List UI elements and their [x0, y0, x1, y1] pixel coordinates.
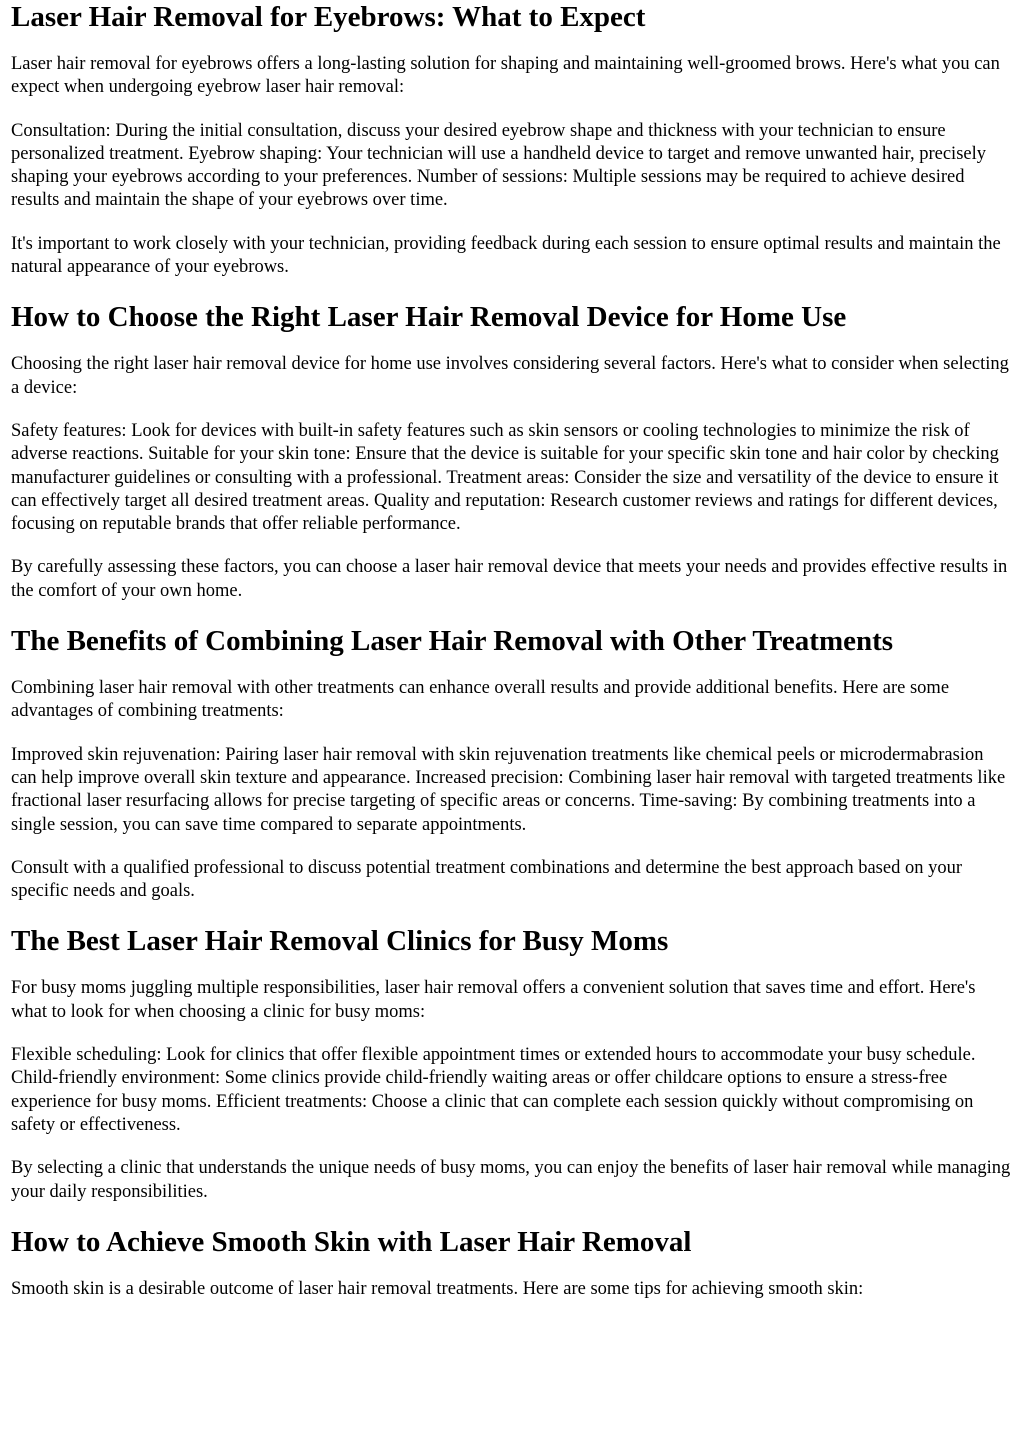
- paragraph: For busy moms juggling multiple responsibilities, laser hair removal offers a convenient solution that saves time and effort. Here's what to look for when choosing a clinic for busy moms:: [11, 978, 976, 1022]
- section-eyebrows: [11, 0, 1013, 279]
- paragraph: Smooth skin is a desirable outcome of laser hair removal treatments. Here are some tips for achieving smooth skin:: [11, 1278, 864, 1299]
- paragraph: By selecting a clinic that understands the unique needs of busy moms, you can enjoy the benefits of laser hair removal while managing your daily responsibilities.: [11, 1158, 1011, 1202]
- paragraph: By carefully assessing these factors, you can choose a laser hair removal device that meets your needs and provides effective results in the comfort of your own home.: [11, 557, 1008, 601]
- paragraph: Flexible scheduling: Look for clinics that offer flexible appointment times or extended hours to accommodate your busy schedule. Child-friendly environment: Some clinics provide child-friendly waiting areas or offer childcare options to ensure a stress-free experience for busy moms. Efficient treatments: Choose a clinic that can complete each session quickly without compromising on safety or effectiveness.: [11, 1045, 976, 1135]
- paragraph: Combining laser hair removal with other treatments can enhance overall results and provide additional benefits. Here are some advantages of combining treatments:: [11, 678, 950, 722]
- paragraph: Choosing the right laser hair removal device for home use involves considering several factors. Here's what to consider when selecting a device:: [11, 354, 1009, 398]
- section-heading: Laser Hair Removal for Eyebrows: What to Expect: [11, 1, 646, 33]
- paragraph: It's important to work closely with your technician, providing feedback during each session to ensure optimal results and maintain the natural appearance of your eyebrows.: [11, 233, 1001, 278]
- paragraph: Laser hair removal for eyebrows offers a long-lasting solution for shaping and maintaining well-groomed brows. Here's what you can expect when undergoing eyebrow laser hair removal:: [11, 54, 1000, 98]
- section-heading: The Best Laser Hair Removal Clinics for Busy Moms: [11, 925, 669, 958]
- paragraph: Consultation: During the initial consultation, discuss your desired eyebrow shape and thickness with your technician to ensure personalized treatment. Eyebrow shaping: Your technician will use a handheld device to target and remove unwanted hair, precisely shaping your eyebrows according to your preferences. Number of sessions: Multiple sessions may be required to achieve desired results and maintain the shape of your eyebrows over time.: [11, 120, 986, 211]
- section-heading: How to Achieve Smooth Skin with Laser Hair Removal: [11, 1225, 692, 1258]
- section-smooth-skin: [11, 1225, 1013, 1301]
- section-heading: The Benefits of Combining Laser Hair Removal with Other Treatments: [11, 625, 894, 658]
- section-busy-moms: [11, 924, 1013, 1203]
- section-home-device: [11, 300, 1013, 603]
- paragraph: Improved skin rejuvenation: Pairing laser hair removal with skin rejuvenation treatments like chemical peels or microdermabrasion can help improve overall skin texture and appearance. Increased precision: Combining laser hair removal with targeted treatments like fractional laser resurfacing allows for precise targeting of specific areas or concerns. Time-saving: By combining treatments into a single session, you can save time compared to separate appointments.: [11, 744, 1006, 835]
- paragraph: Consult with a qualified professional to discuss potential treatment combinations and determine the best approach based on your specific needs and goals.: [11, 857, 962, 902]
- section-heading: How to Choose the Right Laser Hair Removal Device for Home Use: [11, 301, 847, 334]
- section-combining-treatments: [11, 624, 1013, 903]
- paragraph: Safety features: Look for devices with built-in safety features such as skin sensors or cooling technologies to minimize the risk of adverse reactions. Suitable for your skin tone: Ensure that the device is suitable for your specific skin tone and hair color by checking manufacturer guidelines or consulting with a professional. Treatment areas: Consider the size and versatility of the device to ensure it can effectively target all desired treatment areas. Quality and reputation: Research customer reviews and ratings for different devices, focusing on reputable brands that offer reliable performance.: [11, 420, 999, 535]
